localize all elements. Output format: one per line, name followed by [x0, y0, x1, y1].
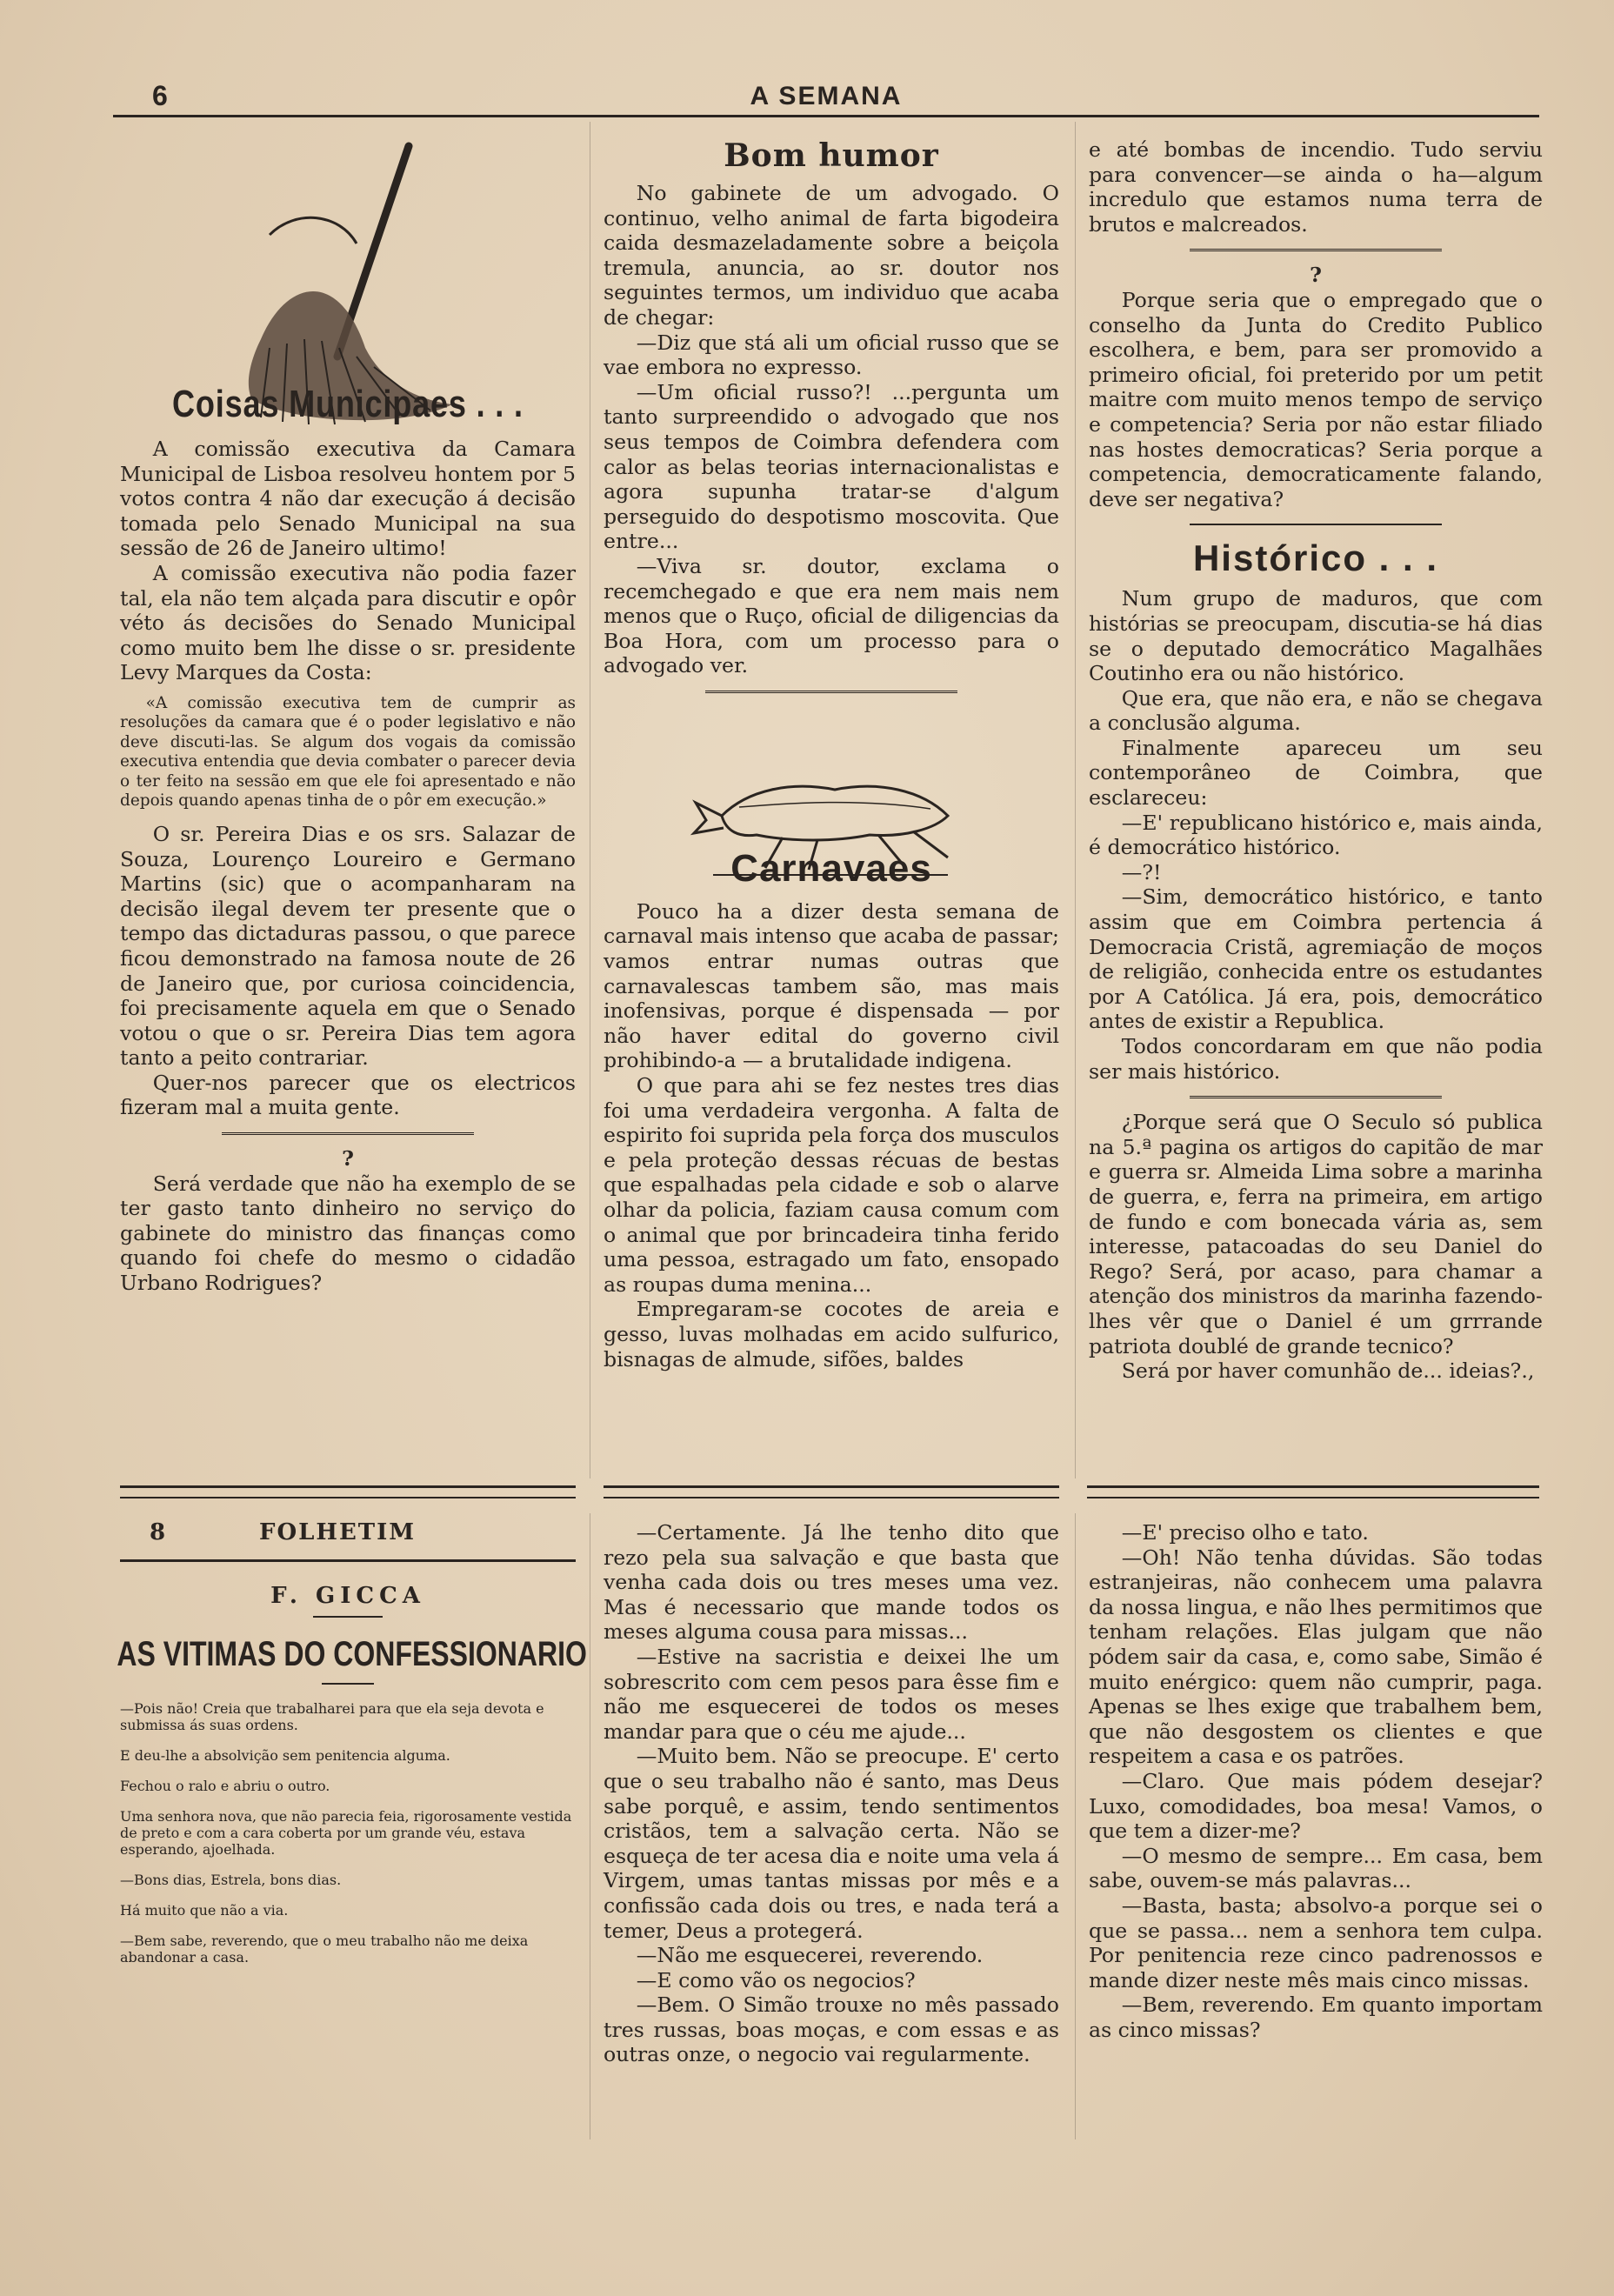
paragraph: —O mesmo de sempre... Em casa, bem sabe, ouvem-se más palavras...: [1089, 1843, 1543, 1893]
paragraph: O sr. Pereira Dias e os srs. Salazar de Souza, Lourenço Loureiro e Germano Martins (sic) que o acompanharam na decisão ilegal devem ter presente que o tempo das dictaduras passou, o que parece ficou demonstrado na famosa noute de 26 de Janeiro que, por curiosa coincidencia, foi precisamente aquela em que o Senado votou o que o sr. Pereira Dias tem agora tanto a peito contrariar.: [120, 821, 576, 1071]
column-1: [120, 122, 576, 1296]
paragraph: —Bons dias, Estrela, bons dias.: [120, 1872, 342, 1888]
section-rule: [1190, 1096, 1442, 1101]
paragraph: —Estive na sacristia e deixei lhe um sobrescrito com cem pesos para êsse fim e não me esquecerei de todos os meses mandar para que o céu me ajude...: [604, 1644, 1059, 1744]
paragraph: E deu-lhe a absolvição sem penitencia alguma.: [120, 1747, 450, 1764]
paragraph: —Não me esquecerei, reverendo.: [636, 1943, 984, 1968]
folhetim-column-1: [117, 1518, 587, 1979]
section-rule: [1190, 249, 1442, 254]
paragraph: Quer-nos parecer que os electricos fizeram mal a muita gente.: [120, 1070, 576, 1120]
paragraph: e até bombas de incendio. Tudo serviu para convencer—se ainda o ha—algum incredulo que estamos numa terra de brutos e malcreados.: [1089, 137, 1543, 237]
quote-text: «A comissão executiva tem de cumprir as resoluções da camara que é o poder legislativo e não deve discuti-las. Se algum dos vogais da comissão executiva entendia que devia combater o parecer devia o ter feito na sessão em que ele foi apresentado e não depois quando apenas tinha de o pôr em execução.»: [120, 693, 576, 811]
paragraph: —Basta, basta; absolvo-a porque sei o que se passa... nem a senhora tem culpa. Por penitencia reze cinco padrenossos e mande dizer neste mês mais cinco missas.: [1089, 1892, 1543, 1992]
paragraph: —Claro. Que mais pódem desejar? Luxo, comodidades, boa mesa! Vamos, o que tem a dizer-me?: [1089, 1768, 1543, 1844]
short-rule: [322, 1683, 374, 1685]
quote-block: [120, 694, 576, 811]
paragraph: —Certamente. Já lhe tenho dito que rezo pela sua salvação e que basta que venha cada dois ou tres meses uma vez. Mas é necessario que mande todos os meses alguma cousa para missas...: [604, 1520, 1059, 1645]
paragraph: Fechou o ralo e abriu o outro.: [120, 1778, 330, 1794]
paragraph: —Um oficial russo?! ...pergunta um tanto surpreendido o advogado que nos seus tempos de Coimbra defendera com calor as belas teorias internacionalistas e agora supunha tratar-se d'algum perseguido do despotismo moscovita. Que entre...: [604, 379, 1059, 554]
paragraph: Uma senhora nova, que não parecia feia, rigorosamente vestida de preto e com a cara coberta por um grande véu, estava esperando, ajoelhada.: [120, 1808, 572, 1858]
historico-heading: Histórico . . .: [1192, 537, 1439, 579]
paragraph: Finalmente apareceu um seu contemporâneo de Coimbra, que esclareceu:: [1089, 735, 1543, 811]
paragraph: —E' republicano histórico e, mais ainda, é democrático histórico.: [1089, 810, 1543, 860]
running-animal-illustration: [687, 755, 974, 885]
folhetim-column-3: [1089, 1520, 1543, 2042]
paragraph: —Diz que stá ali um oficial russo que se vae embora no expresso.: [604, 330, 1059, 380]
paragraph: —Viva sr. doutor, exclama o recemchegado e que era nem mais nem menos que o Ruço, oficial de diligencias da Boa Hora, com um processo para o advogado ver.: [604, 553, 1059, 678]
paragraph: A comissão executiva da Camara Municipal de Lisboa resolveu hontem por 5 votos contra 4 não dar execução á decisão tomada pelo Senado Municipal na sua sessão de 26 de Janeiro ultimo!: [120, 437, 576, 561]
folhetim-text: [120, 1700, 576, 1966]
paragraph: —Bem, reverendo. Em quanto importam as cinco missas?: [1089, 1992, 1543, 2042]
column-divider: [1075, 122, 1076, 1478]
coisas-municipaes-heading: Coisas Municipaes . . .: [172, 383, 524, 425]
paragraph: Todos concordaram em que não podia ser mais histórico.: [1089, 1034, 1543, 1084]
paragraph: Será verdade que não ha exemplo de se ter gasto tanto dinheiro no serviço do gabinete do ministro das finanças como quando foi chefe do mesmo o cidadão Urbano Rodrigues?: [120, 1171, 576, 1296]
masthead-title: A SEMANA: [750, 82, 903, 110]
section-rule: [1190, 524, 1442, 525]
folhetim-column-2: [604, 1520, 1059, 2067]
bom-humor-heading: Bom humor: [724, 137, 939, 174]
paragraph: Porque seria que o empregado que o conselho da Junta do Credito Publico escolhera, e bem, para ser promovido a primeiro oficial, foi preterido por um petit maitre com muito menos tempo de serviço e competencia? Seria por não estar filiado nas hostes democraticas? Seria porque a competencia, democraticamente falando, deve ser negativa?: [1089, 287, 1543, 511]
paragraph: —Oh! Não tenha dúvidas. São todas estranjeiras, não conhecem uma palavra da nossa lingua, e não lhes permitimos que tenham relações. Elas julgam que não pódem sair da casa, e, como sabe, Simão é muito enérgico: quem não cumprir, paga. Apenas se lhes exige que trabalhem bem, que não desgostem os clientes e que respeitem a casa e os patrões.: [1089, 1545, 1543, 1769]
folhetim-title: AS VITIMAS DO CONFESSIONARIO: [117, 1635, 587, 1673]
carnavaes-heading: Carnavaes: [730, 846, 932, 890]
paragraph: Há muito que não a via.: [120, 1902, 289, 1919]
paragraph: —E como vão os negocios?: [636, 1967, 916, 1992]
paragraph: Pouco ha a dizer desta semana de carnaval mais intenso que acaba de passar; vamos entrar numas outras que carnavalescas tambem são, mas mais inofensivas, porque é dispensada — por não haver edital do governo civil prohibindo-a — a brutalidade indigena.: [604, 898, 1059, 1073]
paragraph: —Pois não! Creia que trabalharei para que ela seja devota e submissa ás suas ordens.: [120, 1700, 544, 1733]
paragraph: No gabinete de um advogado. O continuo, velho animal de farta bigodeira caida desmazeladamente sobre a beiçola tremula, anuncia, ao sr. doutor nos seguintes termos, um individuo que acaba de chegar:: [604, 181, 1059, 330]
paragraph: —Bem sabe, reverendo, que o meu trabalho não me deixa abandonar a casa.: [120, 1932, 529, 1966]
section-rule: [222, 1132, 474, 1138]
folhetim-rule: [120, 1559, 576, 1562]
column-3: [1089, 137, 1543, 1384]
paragraph: Será por haver comunhão de... ideias?.,: [1121, 1358, 1535, 1384]
paragraph: —Bem. O Simão trouxe no mês passado tres russas, boas moças, e com essas e as outras onze, o negocio vai regularmente.: [604, 1992, 1059, 2067]
folhetim-separator: [113, 1485, 1539, 1499]
paragraph: A comissão executiva não podia fazer tal, ela não tem alçada para discutir e opôr véto ás decisões do Senado Municipal como muito bem lhe disse o sr. presidente Levy Marques da Costa:: [120, 560, 576, 685]
paragraph: —Muito bem. Não se preocupe. E' certo que o seu trabalho não é santo, mas Deus sabe porquê, e assim, tendo sentimentos cristãos, tem a salvação certa. Não se esqueça de ter acesa dia e noite uma vela á Virgem, umas tantas missas por mês e a confissão cada dois ou tres, e nada terá a temer, Deus a protegerá.: [604, 1744, 1059, 1943]
section-rule: [705, 691, 957, 696]
paragraph: O que para ahi se fez nestes tres dias foi uma verdadeira vergonha. A falta de espirito foi suprida pela força dos musculos e pela proteção dessas récuas de bestas que espalhadas pela cidade e sob o alarve olhar da policia, faziam causa comum com o animal que por brincadeira tinha ferido uma pessoa, estragado um fato, ensopado as roupas duma menina...: [604, 1073, 1059, 1297]
question-mark: ?: [342, 1146, 354, 1171]
folhetim-author: F. GICCA: [270, 1583, 425, 1609]
column-divider: [1075, 1513, 1076, 2139]
page-number: 6: [152, 80, 168, 111]
paragraph: Num grupo de maduros, que com histórias se preocupam, discutia-se há dias se o deputado democrático Magalhães Coutinho era ou não histórico.: [1089, 586, 1543, 686]
folhetim-number: 8: [150, 1519, 168, 1545]
question-mark: ?: [1310, 263, 1322, 288]
paragraph: —E' preciso olho e tato.: [1121, 1520, 1369, 1545]
paragraph: —Sim, democrático histórico, e tanto assim que em Coimbra pertencia á Democracia Cristã, agremiação de moços de religião, conhecida entre os estudantes por A Católica. Já era, pois, democrático antes de existir a Republica.: [1089, 884, 1543, 1034]
paragraph: —?!: [1121, 859, 1162, 884]
paragraph: Que era, que não era, e não se chegava a conclusão alguma.: [1089, 685, 1543, 736]
folhetim-header: [120, 1518, 576, 1552]
page-header: [113, 80, 1539, 117]
paragraph: ¿Porque será que O Seculo só publica na 5.ª pagina os artigos do capitão de mar e guerra sr. Almeida Lima sobre a marinha de guerra, e, ferra na primeira, em artigo de fundo e com bonecada vária as, sem interesse, patacoadas do seu Daniel do Rego? Será, por acaso, para chamar a atenção dos ministros da marinha fazendo-lhes vêr que o Daniel é um grrrande patriota doublé de grande tecnico?: [1089, 1110, 1543, 1358]
paragraph: Empregaram-se cocotes de areia e gesso, luvas molhadas em acido sulfurico, bisnagas de almude, sifões, baldes: [604, 1297, 1059, 1372]
short-rule: [313, 1616, 383, 1618]
folhetim-label: FOLHETIM: [259, 1519, 417, 1545]
